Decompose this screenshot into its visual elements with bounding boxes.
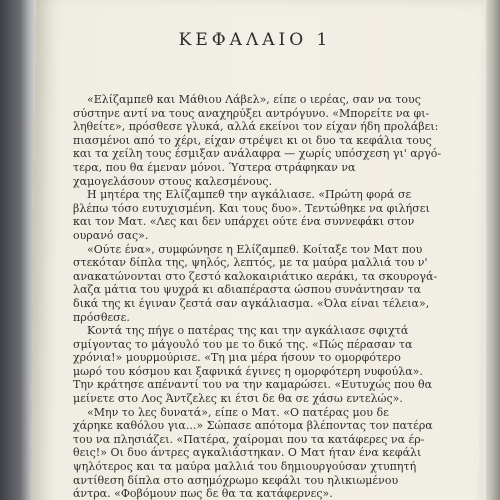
paragraph <box>73 93 463 188</box>
text-line: τερα, που θα έμεναν μόνοι. Ύστερα στράφηκαν να <box>73 160 356 174</box>
text-line: Κοντά της πήγε ο πατέρας της και την αγκάλιασε σφιχτά <box>87 324 409 338</box>
text-line: χρόνια!» μουρμούρισε. «Τη μια μέρα ήσουν το ομορφότερο <box>73 351 401 365</box>
text-line: και τα χείλη τους έσμιξαν ανάλαφρα — χωρίς υπόσχεση γι' αργό- <box>73 147 442 161</box>
text-line: λαζα μάτια του ψυχρά κι αδιαπέραστα ώσπου συνάντησαν τα <box>73 283 422 297</box>
text-line: του να πλησιάζει. «Πατέρα, χαίρομαι που τα κατάφερες να έρ- <box>73 432 425 446</box>
text-line: Την κράτησε απέναντί του να την καμαρώσει. «Ευτυχώς που θα <box>73 378 433 392</box>
body-text <box>73 93 463 500</box>
text-line: «Ούτε ένα», συμφώνησε η Ελίζαμπεθ. Κοίταξε τον Ματ που <box>87 242 423 256</box>
paragraph <box>73 406 463 500</box>
text-line: ουρανό σας». <box>73 228 149 242</box>
page-edge <box>486 0 500 500</box>
text-line: σύστηνε αντί να τους αναχηρύξει αντρόγυνο. «Μπορείτε να φι- <box>73 106 430 120</box>
text-line: θεις!» Οι δυο άντρες αγκαλιάστηκαν. Ο Ματ ήταν ένα κεφάλι <box>73 446 422 460</box>
text-line: σμίγοντας το μάγουλό του με το δικό της. «Πώς πέρασαν τα <box>73 337 413 351</box>
text-line: Η μητέρα της Ελίζαμπεθ την αγκάλιασε. «Πρώτη φορά σε <box>87 188 412 202</box>
text-line: χαμογελάσουν στους καλεσμένους. <box>73 174 273 188</box>
text-line: πρόσθεσε. <box>73 310 130 324</box>
text-line: αντίθεση δίπλα στο ασημόχρωμο κεφάλι του ηλικιωμένου <box>73 473 399 487</box>
text-line: άντρα. «Φοβόμουν πως δε θα τα κατάφερνες». <box>73 487 333 500</box>
text-line: μωρό του κόσμου και ξαφνικά έγινες η ομορφότερη νυφούλα». <box>73 364 423 378</box>
text-line: και τον Ματ. «Λες και δεν υπάρχει ούτε ένα συννεφάκι στον <box>73 215 415 229</box>
text-line: χάρηκε καθόλου για...» Σώπασε απότομα βλέποντας τον πατέρα <box>73 419 433 433</box>
text-line: ληθείτε», πρόσθεσε γλυκά, αλλά εκείνοι τον είχαν ήδη προλάβει: <box>73 120 439 134</box>
chapter-title: ΚΕΦΑΛΑΙΟ 1 <box>178 30 332 50</box>
text-line: μείνετε στο Λος Άντζελες κι έτσι δε θα σε χάσω εντελώς». <box>73 392 403 406</box>
text-line: στεκόταν δίπλα της, ψηλός, λεπτός, με τα μαύρα μαλλιά του ν' <box>73 256 428 270</box>
paragraph <box>73 188 463 242</box>
text-line: βλέπω τόσο ευτυχισμένη. Και τους δυο». Τεντώθηκε να φιλήσει <box>73 201 430 215</box>
text-line: «Ελίζαμπεθ και Μάθιου Λάβελ», είπε ο ιερέας, σαν να τους <box>87 93 421 106</box>
text-line: ανακατώνονται στο ζεστό καλοκαιριάτικο αεράκι, τα σκουρογά- <box>73 269 438 283</box>
paragraph <box>73 324 463 406</box>
text-line: πιασμένοι από το χέρι, είχαν στρέψει κι οι δυο τα κεφάλια τους <box>73 133 432 147</box>
text-line: δικά της κι έγιναν ζεστά σαν αγκάλιασμα. «Όλα είναι τέλεια», <box>73 296 430 310</box>
text-line: ψηλότερος και τα μαύρα μαλλιά του δημιουργούσαν χτυπητή <box>73 460 417 474</box>
paragraph <box>73 243 463 325</box>
text-line: «Μην το λες δυνατά», είπε ο Ματ. «Ο πατέρας μου δε <box>87 405 389 419</box>
